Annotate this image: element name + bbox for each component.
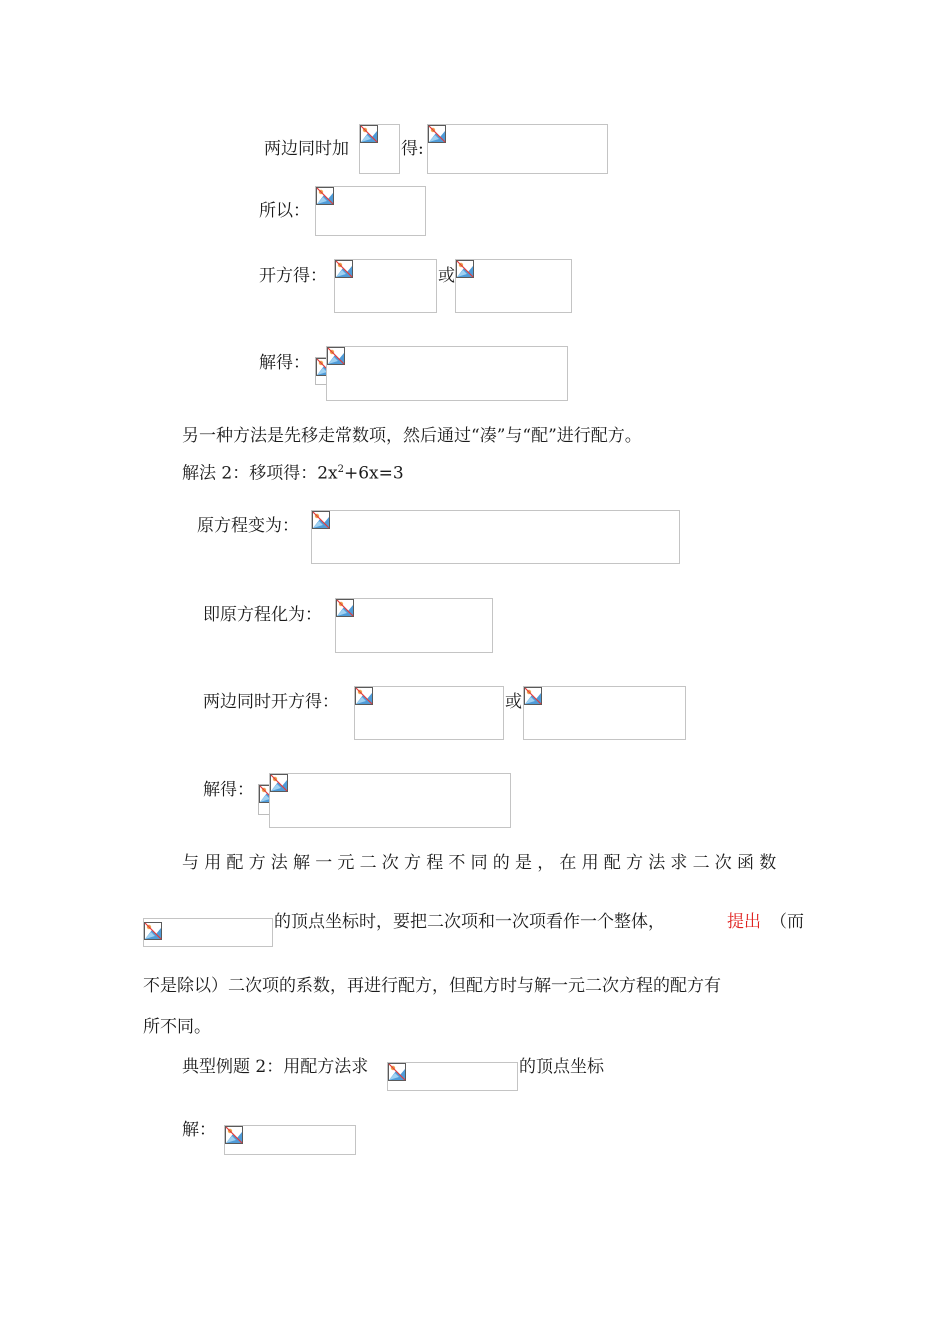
m2-step4-label: 解得： xyxy=(203,780,254,800)
paragraph-line-1: 与用配方法解一元二次方程不同的是，在用配方法求二次函数 xyxy=(182,853,782,873)
broken-image-icon xyxy=(225,1126,243,1144)
m2-step3-or: 或 xyxy=(505,692,522,712)
formula-image xyxy=(326,346,568,401)
broken-image-icon xyxy=(360,125,378,143)
broken-image-icon xyxy=(428,125,446,143)
method2-prefix: 解法 2：移项得：2x xyxy=(182,463,338,484)
formula-image xyxy=(315,186,426,236)
step1-label: 两边同时加 xyxy=(264,139,349,159)
broken-image-icon xyxy=(316,187,334,205)
method2-heading xyxy=(182,465,404,483)
step4-label: 解得： xyxy=(259,353,310,373)
formula-image xyxy=(334,259,437,313)
step3-or: 或 xyxy=(438,266,455,286)
step2-label: 所以： xyxy=(259,201,310,221)
paragraph-line-2-red: 提出 xyxy=(727,912,761,932)
broken-image-icon xyxy=(336,599,354,617)
formula-image xyxy=(143,918,273,947)
formula-image xyxy=(523,686,686,740)
formula-image xyxy=(269,773,511,828)
broken-image-icon xyxy=(524,687,542,705)
m2-step3-label: 两边同时开方得： xyxy=(203,692,339,712)
paragraph-line-4: 所不同。 xyxy=(143,1017,211,1037)
broken-image-icon xyxy=(327,347,345,365)
broken-image-icon xyxy=(335,260,353,278)
paragraph-line-2a: 的顶点坐标时，要把二次项和一次项看作一个整体， xyxy=(274,912,665,932)
formula-image xyxy=(311,510,680,564)
paragraph-line-2b: （而 xyxy=(770,912,804,932)
example2-suffix: 的顶点坐标 xyxy=(519,1057,604,1077)
broken-image-icon xyxy=(312,511,330,529)
solution-label: 解： xyxy=(182,1120,216,1140)
formula-image xyxy=(354,686,504,740)
paragraph-line-3: 不是除以）二次项的系数，再进行配方，但配方时与解一元二次方程的配方有 xyxy=(143,976,721,996)
example2-prefix: 典型例题 2：用配方法求 xyxy=(182,1057,369,1077)
formula-image xyxy=(359,124,400,174)
m2-step2-label: 即原方程化为： xyxy=(203,605,322,625)
broken-image-icon xyxy=(144,922,162,940)
broken-image-icon xyxy=(388,1063,406,1081)
formula-image xyxy=(335,598,493,653)
broken-image-icon xyxy=(355,687,373,705)
method2-suffix: +6x=3 xyxy=(344,463,404,484)
formula-image xyxy=(455,259,572,313)
method2-sup: 2 xyxy=(337,464,344,475)
broken-image-icon xyxy=(270,774,288,792)
formula-image xyxy=(427,124,608,174)
broken-image-icon xyxy=(456,260,474,278)
step3-label: 开方得： xyxy=(259,266,327,286)
m2-step1-label: 原方程变为： xyxy=(197,516,299,536)
another-method-text: 另一种方法是先移走常数项，然后通过“凑”与“配”进行配方。 xyxy=(182,426,642,446)
formula-image xyxy=(387,1062,518,1091)
step1-mid: 得: xyxy=(401,139,424,159)
formula-image xyxy=(224,1125,356,1155)
